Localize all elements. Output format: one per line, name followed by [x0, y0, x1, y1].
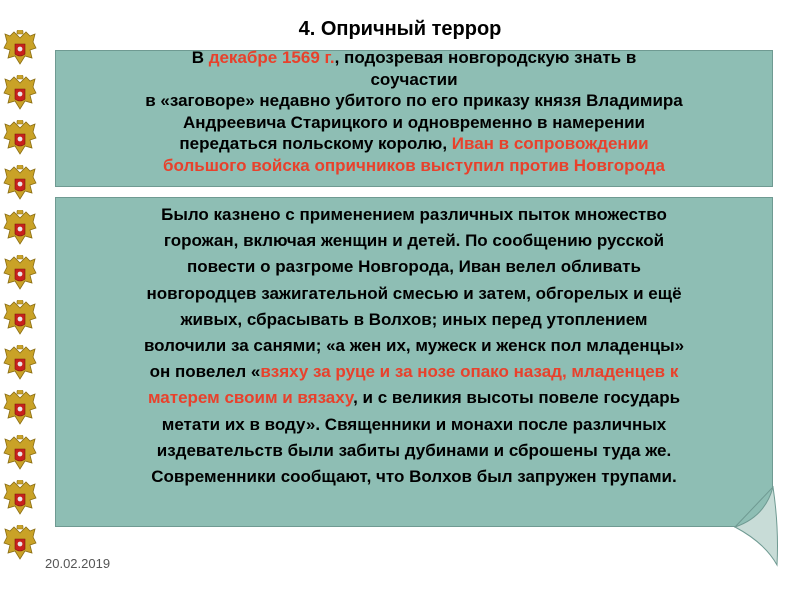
- details-line: [64, 359, 764, 385]
- details-line: Современники сообщают, что Волхов был запружен трупами.: [151, 467, 677, 487]
- details-line: живых, сбрасывать в Волхов; иных перед утоплением: [180, 309, 648, 329]
- intro-text-box: [55, 50, 773, 187]
- double-headed-eagle-icon: [3, 210, 37, 250]
- details-line-8b: , и с великия высоты повеле государь: [353, 388, 681, 408]
- details-line: [64, 385, 764, 411]
- intro-line: [64, 133, 764, 155]
- double-headed-eagle-icon: [3, 75, 37, 115]
- intro-highlight-line: большого войска опричников выступил против Новгорода: [163, 155, 665, 175]
- intro-line-1c: , подозревая новгородскую знать в: [334, 48, 637, 67]
- details-text-box: [55, 197, 773, 527]
- page-curl-icon: [735, 487, 780, 567]
- intro-line-1a: В: [191, 48, 209, 67]
- double-headed-eagle-icon: [3, 435, 37, 475]
- details-line: повести о разгроме Новгорода, Иван велел обливать: [187, 257, 641, 277]
- intro-line: соучастии: [370, 69, 458, 89]
- intro-highlight: Иван в сопровождении: [451, 134, 649, 153]
- details-line: издевательств были забиты дубинами и сброшены туда же.: [156, 440, 672, 460]
- double-headed-eagle-icon: [3, 480, 37, 520]
- details-line: горожан, включая женщин и детей. По сообщению русской: [163, 231, 665, 251]
- slide-date: 20.02.2019: [45, 556, 111, 571]
- details-line: волочили за санями; «а жен их, мужеск и женск пол младенцы»: [143, 336, 685, 356]
- double-headed-eagle-icon: [3, 255, 37, 295]
- intro-line-5a: передаться польскому королю,: [179, 134, 452, 153]
- intro-line: Андреевича Старицкого и одновременно в намерении: [182, 112, 645, 132]
- double-headed-eagle-icon: [3, 165, 37, 205]
- details-line: метати их в воду». Священники и монахи после различных: [161, 414, 667, 434]
- details-line: Было казнено с применением различных пыток множество: [161, 205, 667, 224]
- intro-line: [64, 47, 764, 69]
- double-headed-eagle-icon: [3, 120, 37, 160]
- intro-line: в «заговоре» недавно убитого по его приказу князя Владимира: [145, 91, 683, 110]
- double-headed-eagle-icon: [3, 390, 37, 430]
- details-line-7a: он повелел «: [149, 362, 261, 382]
- emblem-column: [0, 30, 40, 570]
- quote-highlight: матерем своим и вязаху: [147, 388, 354, 408]
- double-headed-eagle-icon: [3, 300, 37, 340]
- details-line: новгородцев зажигательной смесью и затем, обгорелых и ещё: [146, 283, 682, 303]
- double-headed-eagle-icon: [3, 345, 37, 385]
- slide-title: 4. Опричный террор: [298, 18, 502, 40]
- quote-highlight: взяху за руце и за нозе опако назад, младенцев к: [260, 362, 679, 382]
- double-headed-eagle-icon: [3, 525, 37, 565]
- intro-date-highlight: декабре 1569 г.: [208, 48, 335, 67]
- intro-text: [64, 47, 764, 176]
- details-text: [56, 198, 772, 490]
